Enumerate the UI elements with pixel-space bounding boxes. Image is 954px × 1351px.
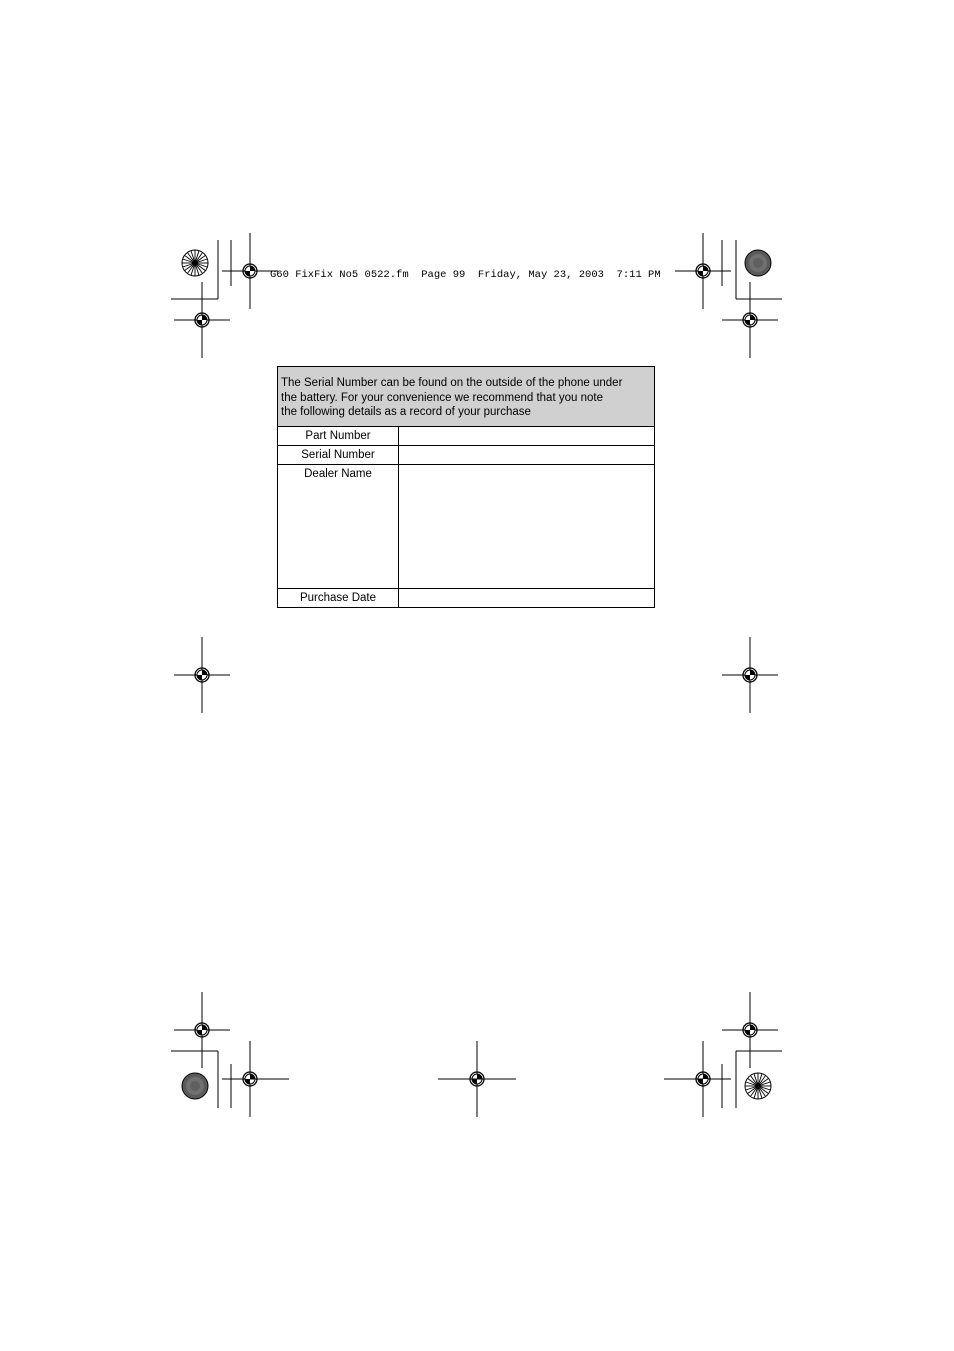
intro-line: The Serial Number can be found on the outside of the phone under — [281, 377, 623, 389]
part-number-label: Part Number — [278, 427, 399, 446]
registration-mark-icon — [174, 282, 230, 358]
registration-mark-icon — [675, 233, 731, 309]
purchase-date-label: Purchase Date — [278, 589, 399, 608]
table-row — [278, 589, 655, 608]
intro-text — [278, 367, 655, 427]
registration-mark-icon — [722, 282, 778, 358]
dealer-name-label: Dealer Name — [278, 465, 399, 589]
color-target-icon — [745, 1073, 771, 1099]
color-target-icon — [182, 250, 208, 276]
registration-mark-icon — [174, 637, 230, 713]
part-number-field[interactable] — [399, 427, 655, 446]
table-row — [278, 427, 655, 446]
color-target-icon — [182, 1073, 208, 1099]
purchase-date-field[interactable] — [399, 589, 655, 608]
intro-row — [278, 367, 655, 427]
purchase-record-table — [277, 366, 655, 608]
serial-number-field[interactable] — [399, 446, 655, 465]
registration-mark-icon — [722, 637, 778, 713]
dealer-name-field[interactable] — [399, 465, 655, 589]
intro-line: the following details as a record of your purchase — [281, 406, 531, 418]
intro-line: the battery. For your convenience we recommend that you note — [281, 391, 603, 404]
registration-mark-icon — [174, 992, 230, 1068]
color-target-icon — [745, 250, 771, 276]
table-row — [278, 446, 655, 465]
print-slug: G60 FixFix No5 0522.fm Page 99 Friday, May 23, 2003 7:11 PM — [270, 269, 661, 281]
table-row — [278, 465, 655, 589]
serial-number-label: Serial Number — [278, 446, 399, 465]
registration-mark-icon — [722, 992, 778, 1068]
